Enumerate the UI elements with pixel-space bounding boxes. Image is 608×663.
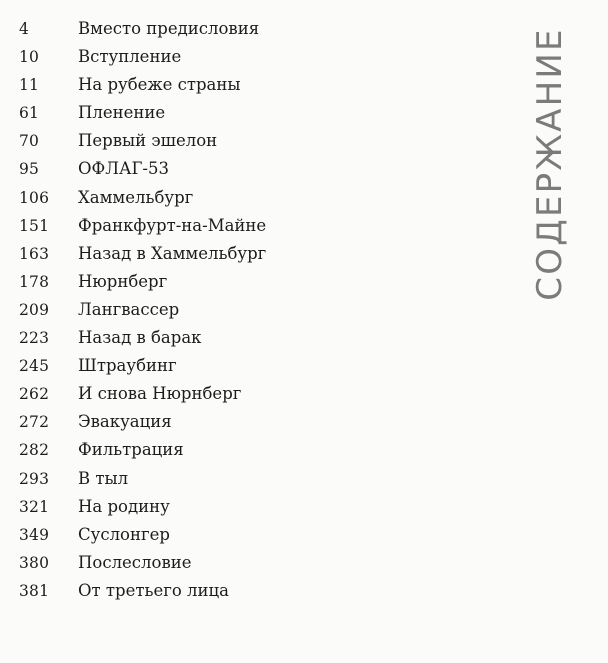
toc-entry — [0, 71, 480, 99]
toc-entry — [0, 436, 480, 464]
toc-page-number: 4 — [19, 20, 30, 38]
toc-chapter-title: В тыл — [78, 468, 129, 488]
toc-entry — [0, 99, 480, 127]
toc-page-number: 106 — [19, 188, 50, 207]
toc-chapter-title: На рубеже страны — [78, 75, 241, 95]
toc-chapter-title: Франкфурт-на-Майне — [78, 215, 267, 235]
toc-page-number: 223 — [19, 329, 50, 348]
toc-chapter-title: Фильтрация — [78, 440, 184, 460]
table-of-contents — [0, 15, 480, 605]
toc-chapter-title: Назад в Хаммельбург — [78, 243, 267, 263]
contents-heading-container — [523, 18, 577, 310]
toc-entry — [0, 155, 480, 183]
toc-chapter-title: На родину — [78, 496, 170, 516]
toc-chapter-title: Пленение — [78, 103, 166, 123]
toc-chapter-title: Суслонгер — [78, 524, 170, 544]
toc-entry — [0, 521, 480, 549]
toc-entry — [0, 127, 480, 155]
toc-entry — [0, 408, 480, 436]
toc-chapter-title: ОФЛАГ-53 — [78, 159, 169, 179]
toc-page-number: 163 — [19, 244, 50, 263]
toc-page-number: 282 — [19, 441, 50, 460]
toc-page-number: 245 — [19, 357, 50, 376]
toc-entry — [0, 240, 480, 268]
toc-entry — [0, 352, 480, 380]
toc-chapter-title: Послесловие — [78, 552, 192, 572]
toc-page-number: 70 — [19, 132, 40, 151]
toc-entry — [0, 465, 480, 493]
toc-page-number: 321 — [19, 497, 50, 516]
toc-entry — [0, 577, 480, 605]
toc-chapter-title: Вступление — [78, 47, 182, 67]
toc-entry — [0, 43, 480, 71]
toc-page-number: 262 — [19, 385, 50, 404]
toc-chapter-title: Лангвассер — [78, 299, 180, 319]
toc-chapter-title: Хаммельбург — [78, 187, 194, 207]
toc-page-number: 11 — [19, 76, 40, 95]
toc-page-number: 209 — [19, 300, 50, 319]
toc-entry — [0, 493, 480, 521]
contents-heading: СОДЕРЖАНИЕ — [530, 27, 570, 301]
toc-entry — [0, 184, 480, 212]
toc-entry — [0, 380, 480, 408]
toc-entry — [0, 324, 480, 352]
toc-chapter-title: Первый эшелон — [78, 131, 218, 151]
toc-chapter-title: И снова Нюрнберг — [78, 384, 242, 404]
toc-page-number: 349 — [19, 525, 50, 544]
toc-entry — [0, 212, 480, 240]
toc-page-number: 10 — [19, 48, 40, 67]
toc-entry — [0, 296, 480, 324]
toc-page-number: 95 — [19, 160, 40, 179]
toc-page-number: 293 — [19, 469, 50, 488]
toc-page-number: 61 — [19, 104, 40, 123]
toc-page-number: 272 — [19, 413, 50, 432]
toc-page-number: 151 — [19, 216, 50, 235]
toc-chapter-title: Штраубинг — [78, 356, 177, 376]
toc-page-number: 381 — [19, 581, 50, 600]
toc-page-number: 380 — [19, 553, 50, 572]
toc-chapter-title: Вместо предисловия — [78, 19, 260, 38]
toc-page-number: 178 — [19, 272, 50, 291]
toc-entry — [0, 15, 480, 43]
toc-entry — [0, 549, 480, 577]
toc-chapter-title: Назад в барак — [78, 328, 202, 348]
toc-chapter-title: От третьего лица — [78, 580, 229, 600]
toc-entry — [0, 268, 480, 296]
toc-chapter-title: Нюрнберг — [78, 271, 168, 291]
toc-chapter-title: Эвакуация — [78, 412, 172, 432]
